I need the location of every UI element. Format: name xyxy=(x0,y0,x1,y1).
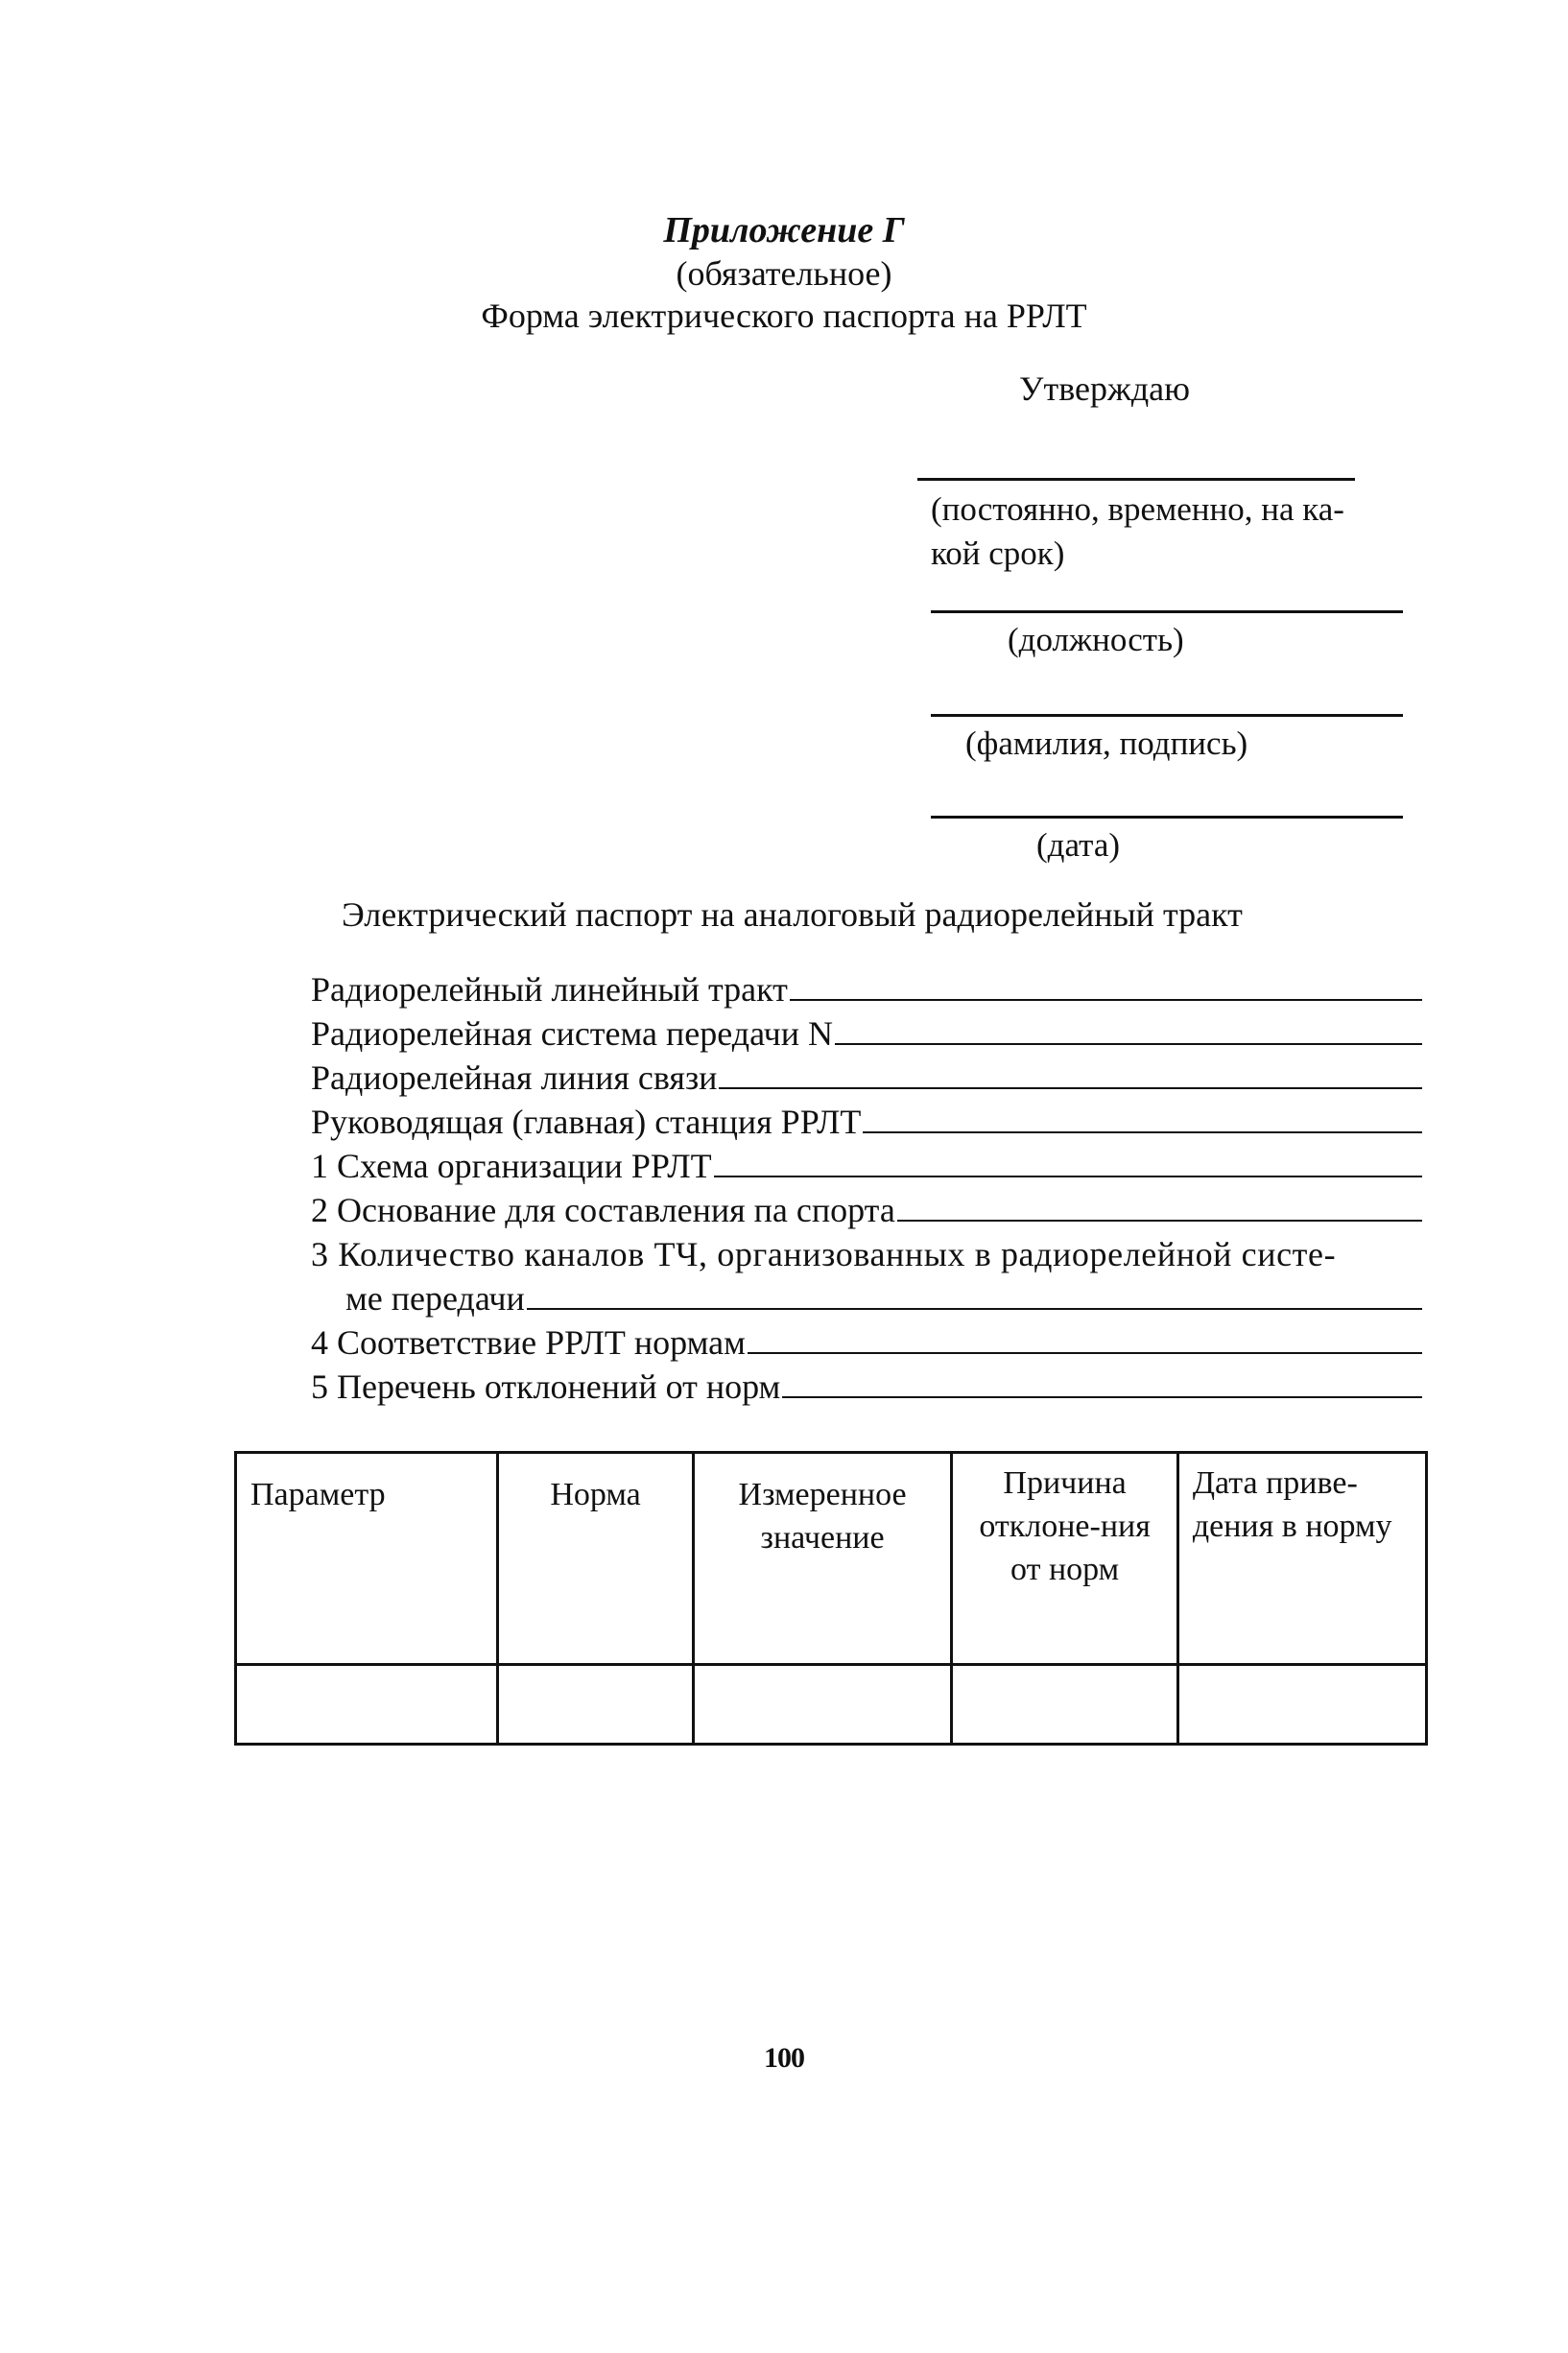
table-cell[interactable] xyxy=(693,1665,952,1745)
fill-line xyxy=(748,1323,1422,1354)
fill-line xyxy=(719,1058,1422,1089)
field-label: Радиорелейная система передачи N xyxy=(311,1014,833,1053)
signature-line-name xyxy=(931,714,1403,717)
page-number: 100 xyxy=(764,2042,804,2074)
field-system-number xyxy=(311,1011,1422,1056)
field-main-station xyxy=(311,1100,1422,1144)
field-label: 4 Соответствие РРЛТ нормам xyxy=(311,1323,746,1362)
header-date: Дата приве-дения в норму xyxy=(1177,1453,1426,1665)
date-label: (дата) xyxy=(1036,826,1121,864)
fill-line xyxy=(863,1103,1422,1133)
fill-line xyxy=(897,1191,1422,1222)
header-parameter: Параметр xyxy=(236,1453,498,1665)
field-link xyxy=(311,1056,1422,1100)
approve-label: Утверждаю xyxy=(1019,369,1191,408)
header-reason: Причина отклоне-ния от норм xyxy=(952,1453,1177,1665)
field-label: Руководящая (главная) станция РРЛТ xyxy=(311,1103,862,1141)
table-cell[interactable] xyxy=(236,1665,498,1745)
signature-line-date xyxy=(931,816,1403,819)
fill-line xyxy=(527,1279,1422,1310)
deviations-table xyxy=(234,1451,1428,1746)
field-deviations xyxy=(311,1365,1422,1409)
term-label-line2: кой срок) xyxy=(931,535,1065,572)
signature-line-term xyxy=(917,478,1355,481)
signature-line-position xyxy=(931,610,1403,613)
appendix-status: (обязательное) xyxy=(676,254,892,293)
field-label: Радиорелейный линейный тракт xyxy=(311,970,788,1009)
fill-line xyxy=(790,970,1422,1001)
table-cell[interactable] xyxy=(1177,1665,1426,1745)
appendix-title: Приложение Г xyxy=(663,210,905,250)
form-title: Форма электрического паспорта на РРЛТ xyxy=(481,297,1087,335)
field-line-tract xyxy=(311,967,1422,1011)
field-compliance xyxy=(311,1320,1422,1365)
passport-title: Электрический паспорт на аналоговый радиорелейный тракт xyxy=(342,895,1243,934)
term-label-line1: (постоянно, временно, на ка- xyxy=(931,490,1344,528)
field-channels-line2 xyxy=(345,1276,1422,1320)
table-row xyxy=(236,1665,1427,1745)
header-measured: Измеренное значение xyxy=(693,1453,952,1665)
field-channels-line1: 3 Количество каналов ТЧ, организованных в радиорелейной систе- xyxy=(311,1235,1337,1273)
fill-line xyxy=(782,1367,1422,1398)
field-scheme xyxy=(311,1144,1422,1188)
name-signature-label: (фамилия, подпись) xyxy=(965,725,1248,762)
header-norm: Норма xyxy=(498,1453,693,1665)
fill-line xyxy=(835,1014,1422,1045)
field-label: 2 Основание для составления па спорта xyxy=(311,1191,895,1229)
field-basis xyxy=(311,1188,1422,1232)
field-label: 5 Перечень отклонений от норм xyxy=(311,1367,781,1406)
table-cell[interactable] xyxy=(498,1665,693,1745)
position-label: (должность) xyxy=(1008,621,1184,658)
fill-line xyxy=(714,1147,1422,1177)
field-label: ме передачи xyxy=(345,1279,525,1318)
field-label: Радиорелейная линия связи xyxy=(311,1058,718,1097)
field-label: 1 Схема организации РРЛТ xyxy=(311,1147,712,1185)
table-cell[interactable] xyxy=(952,1665,1177,1745)
table-header-row xyxy=(236,1453,1427,1665)
